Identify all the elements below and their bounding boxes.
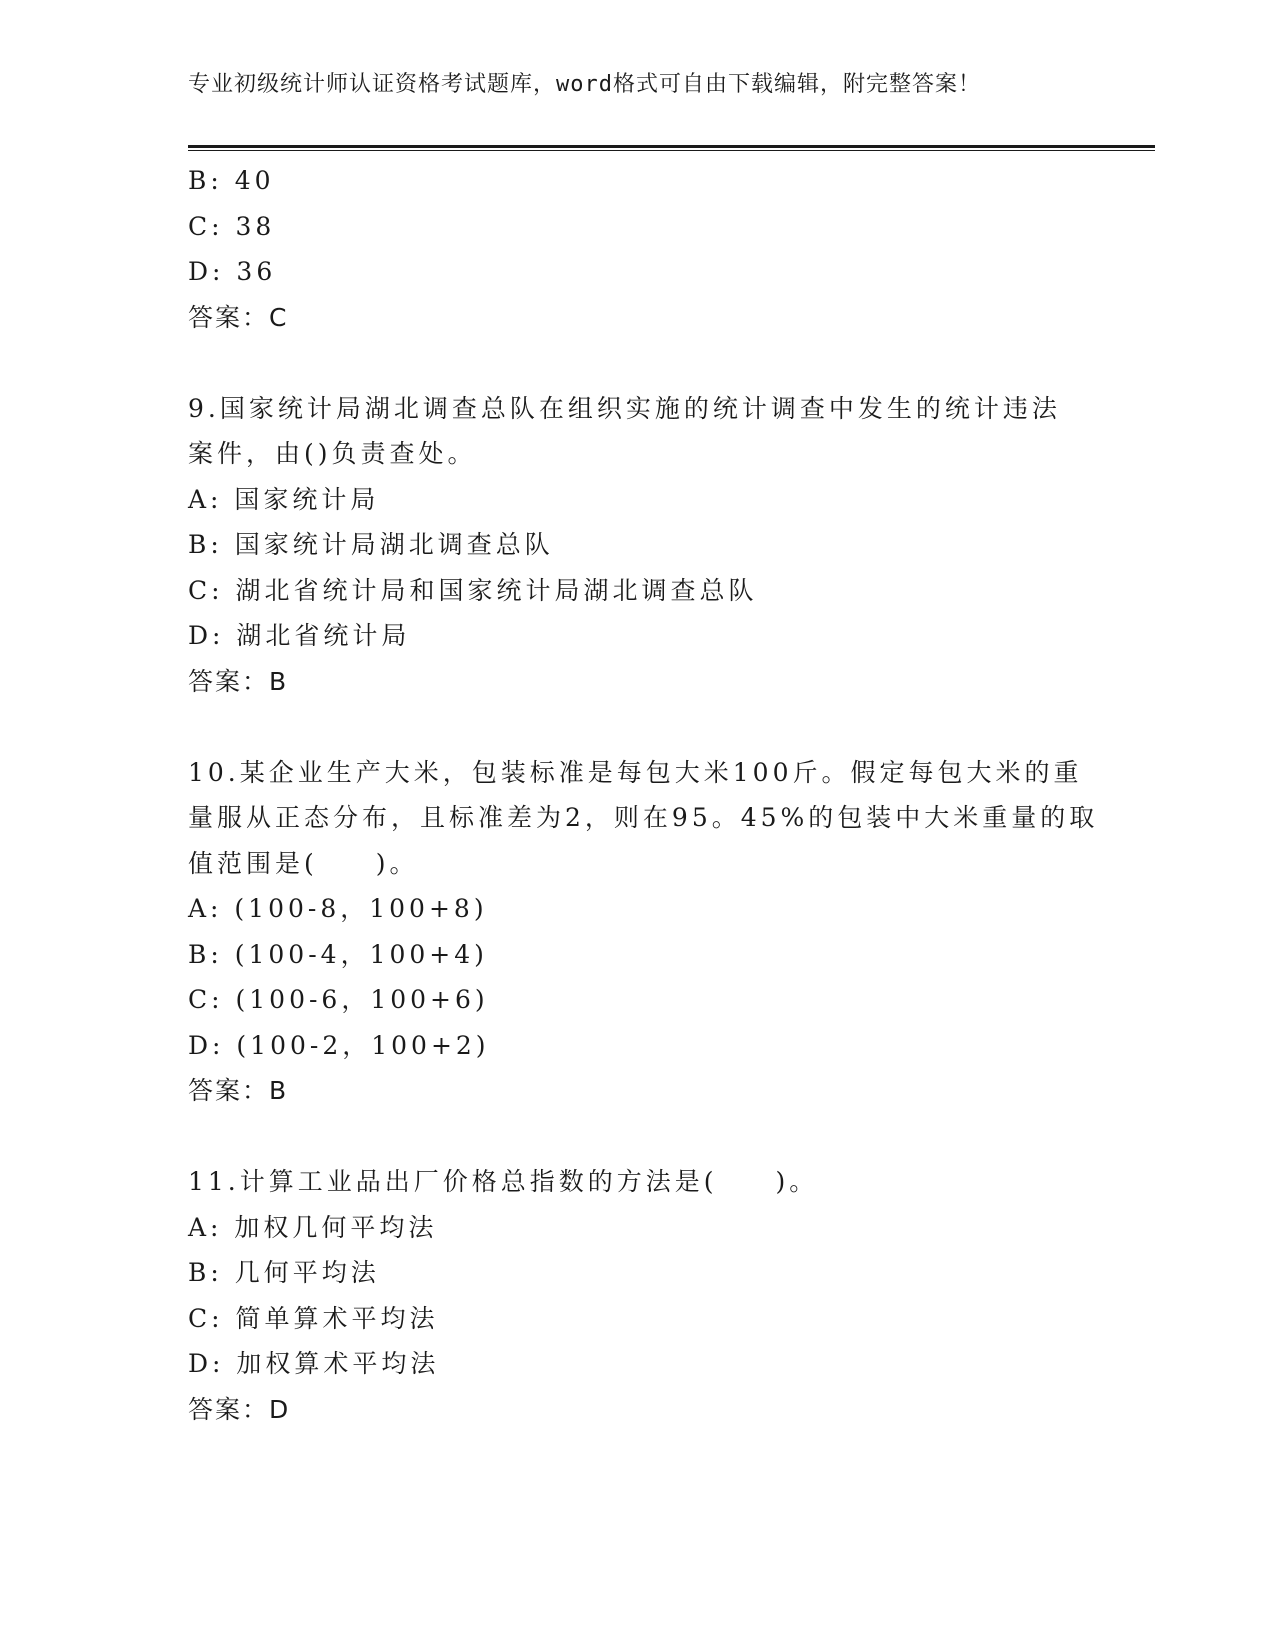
spacer — [188, 1114, 1088, 1160]
question-block-10 — [188, 750, 1099, 1114]
option-c: C: 简单算术平均法 — [188, 1303, 439, 1333]
question-stem: 10.某企业生产大米，包装标准是每包大米100斤。假定每包大米的重 — [188, 757, 1083, 787]
option-d: D: 加权算术平均法 — [188, 1349, 440, 1378]
question-stem: 9.国家统计局湖北调查总队在组织实施的统计调查中发生的统计违法 — [188, 393, 1061, 423]
question-stem: 11.计算工业品出厂价格总指数的方法是( )。 — [188, 1167, 819, 1196]
question-block-9 — [188, 386, 1088, 705]
answer-line: 答案：D — [188, 1394, 291, 1424]
option-c: C: 38 — [188, 211, 276, 241]
option-b: B: 几何平均法 — [188, 1258, 380, 1287]
answer-line: 答案：B — [188, 666, 289, 696]
option-b: B: 国家统计局湖北调查总队 — [188, 530, 554, 559]
question-block-prev — [188, 158, 1088, 340]
answer-line: 答案：B — [188, 1076, 289, 1105]
option-c: C: (100-6，100+6) — [188, 985, 489, 1014]
option-c: C: 湖北省统计局和国家统计局湖北调查总队 — [188, 575, 758, 605]
option-b: B: (100-4，100+4) — [188, 939, 488, 969]
spacer — [188, 704, 1088, 750]
question-block-11 — [188, 1159, 1088, 1432]
header-divider — [188, 145, 1155, 151]
option-b: B: 40 — [188, 166, 275, 195]
question-stem: 案件，由()负责查处。 — [188, 439, 477, 468]
option-a: A: 加权几何平均法 — [188, 1212, 438, 1242]
document-body — [188, 158, 1099, 1432]
option-a: A: (100-8，100+8) — [188, 894, 488, 923]
spacer — [188, 340, 1088, 386]
question-stem: 量服从正态分布，且标准差为2，则在95。45%的包装中大米重量的取 — [188, 803, 1099, 832]
question-stem: 值范围是( )。 — [188, 848, 419, 878]
answer-line: 答案：C — [188, 302, 289, 332]
option-a: A: 国家统计局 — [188, 484, 380, 514]
option-d: D: (100-2，100+2) — [188, 1030, 490, 1060]
option-d: D: 36 — [188, 257, 277, 286]
page-header: 专业初级统计师认证资格考试题库，word格式可自由下载编辑，附完整答案！ — [188, 72, 981, 97]
option-d: D: 湖北省统计局 — [188, 621, 411, 650]
